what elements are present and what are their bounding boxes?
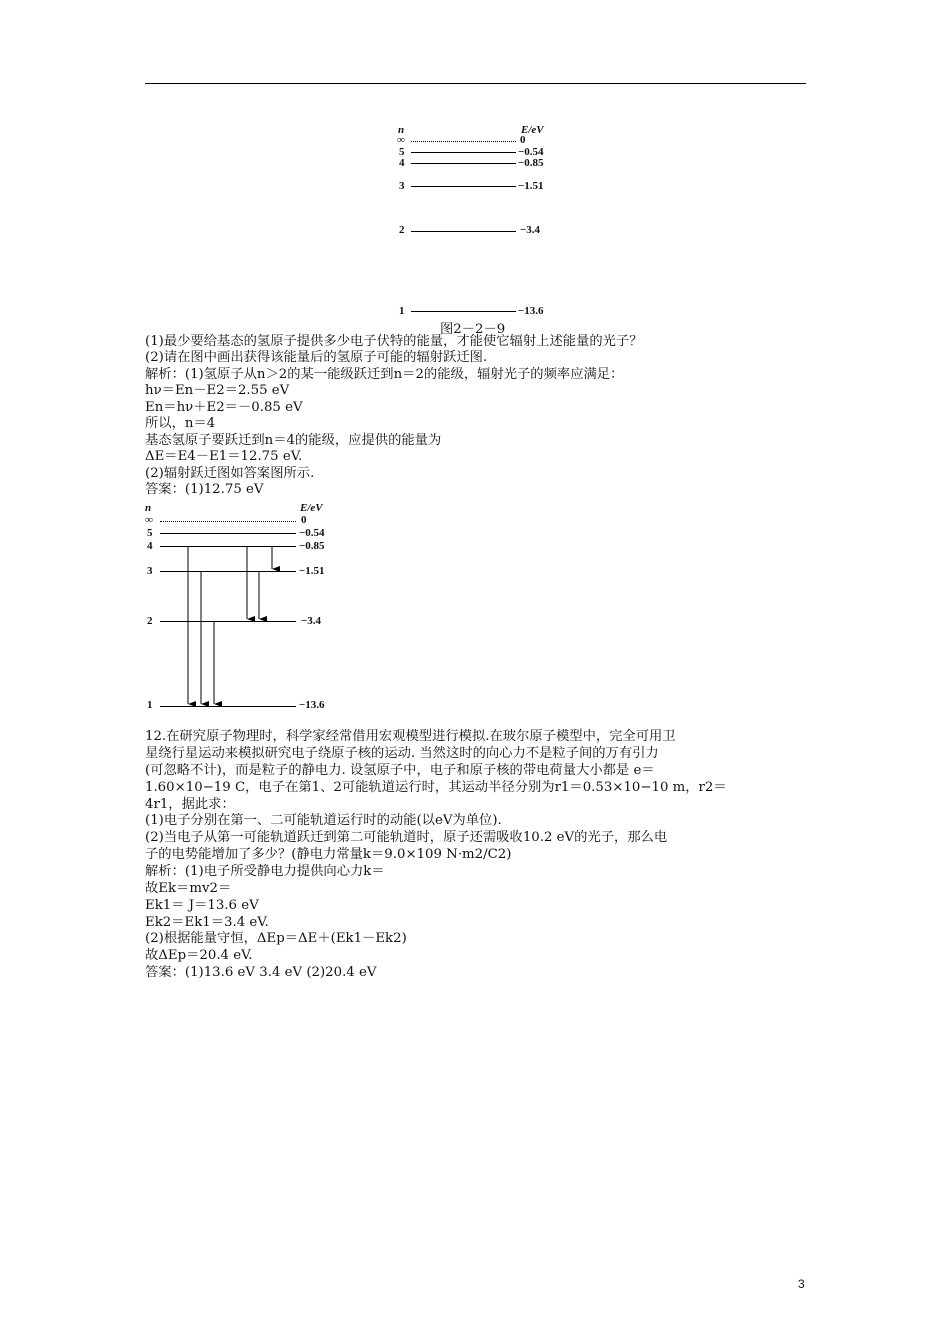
solution-line: (2)根据能量守恒，ΔEp＝ΔE＋(Ek1－Ek2) <box>145 931 407 946</box>
level-label: 5 <box>399 146 405 158</box>
question-12-line: (可忽略不计)，而是粒子的静电力. 设氢原子中，电子和原子核的带电荷量大小都是 e＝ <box>145 763 655 778</box>
solution-line: 故Ek＝mv2＝ <box>145 881 232 896</box>
level-energy: −0.54 <box>299 527 325 539</box>
level-energy: −0.85 <box>518 157 544 169</box>
level-label: ∞ <box>397 134 405 146</box>
question-12-line: 4r1，据此求： <box>145 797 235 812</box>
question-12-line: 星绕行星运动来模拟研究电子绕原子核的运动. 当然这时的向心力不是粒子间的万有引力 <box>145 746 659 761</box>
level-label: 3 <box>147 565 153 577</box>
solution-line: 故ΔEp＝20.4 eV. <box>145 948 253 963</box>
level-label: 2 <box>147 615 153 627</box>
energy-axis-label: E/eV <box>300 502 323 514</box>
solution-line: Ek1＝ J＝13.6 eV <box>145 898 259 913</box>
solution-line: Ek2＝Ek1＝3.4 eV. <box>145 915 269 930</box>
level-label: 4 <box>399 157 405 169</box>
figure-caption: 图2－2－9 <box>440 322 506 337</box>
question-part-1: (1)最少要给基态的氢原子提供多少电子伏特的能量，才能使它辐射上述能量的光子？ <box>145 334 643 349</box>
level-energy: −13.6 <box>299 699 325 711</box>
page-number: 3 <box>798 1277 805 1291</box>
question-12-part-2: (2)当电子从第一可能轨道跃迁到第二可能轨道时，原子还需吸收10.2 eV的光子，那么电 <box>145 830 668 845</box>
question-part-2: (2)请在图中画出获得该能量后的氢原子可能的辐射跃迁图. <box>145 350 488 365</box>
level-energy: 0 <box>520 134 526 146</box>
solution-line: 所以，n＝4 <box>145 416 216 431</box>
level-label: 1 <box>147 699 153 711</box>
level-energy: −3.4 <box>301 615 322 627</box>
level-energy: −13.6 <box>518 305 544 317</box>
solution-line: hν＝En－E2＝2.55 eV <box>145 383 290 398</box>
level-label: 5 <box>147 527 153 539</box>
level-label: 2 <box>399 224 405 236</box>
n-axis-label: n <box>398 124 405 136</box>
solution-line: ΔE＝E4－E1＝12.75 eV. <box>145 449 303 464</box>
level-energy: −3.4 <box>520 224 541 236</box>
solution-line: 解析：(1)氢原子从n＞2的某一能级跃迁到n＝2的能级，辐射光子的频率应满足： <box>145 367 624 382</box>
question-12-part-1: (1)电子分别在第一、二可能轨道运行时的动能(以eV为单位). <box>145 813 502 828</box>
answer-line: 答案：(1)13.6 eV 3.4 eV (2)20.4 eV <box>145 965 377 980</box>
solution-line: 基态氢原子要跃迁到n＝4的能级，应提供的能量为 <box>145 433 442 448</box>
level-energy: 0 <box>301 514 307 526</box>
solution-line: En＝hν＋E2＝－0.85 eV <box>145 400 303 415</box>
question-12-part-2: 子的电势能增加了多少？(静电力常量k＝9.0×109 N·m2/C2) <box>145 847 512 862</box>
level-label: 4 <box>147 540 153 552</box>
level-label: 3 <box>399 180 405 192</box>
level-energy: −0.54 <box>518 146 544 158</box>
energy-axis-label: E/eV <box>521 124 544 136</box>
question-12-line: 12.在研究原子物理时，科学家经常借用宏观模型进行模拟.在玻尔原子模型中，完全可用卫 <box>145 729 676 744</box>
level-energy: −1.51 <box>299 565 325 577</box>
level-label: ∞ <box>145 514 153 526</box>
solution-line: 解析：(1)电子所受静电力提供向心力k＝ <box>145 864 385 879</box>
level-energy: −0.85 <box>299 540 325 552</box>
n-axis-label: n <box>145 502 152 514</box>
answer-line: 答案：(1)12.75 eV <box>145 482 264 497</box>
question-12-line: 1.60×10−19 C，电子在第1、2可能轨道运行时，其运动半径分别为r1＝0.53×10−10 m，r2＝ <box>145 780 727 795</box>
solution-line: (2)辐射跃迁图如答案图所示. <box>145 466 315 481</box>
level-label: 1 <box>399 305 405 317</box>
level-energy: −1.51 <box>518 180 544 192</box>
